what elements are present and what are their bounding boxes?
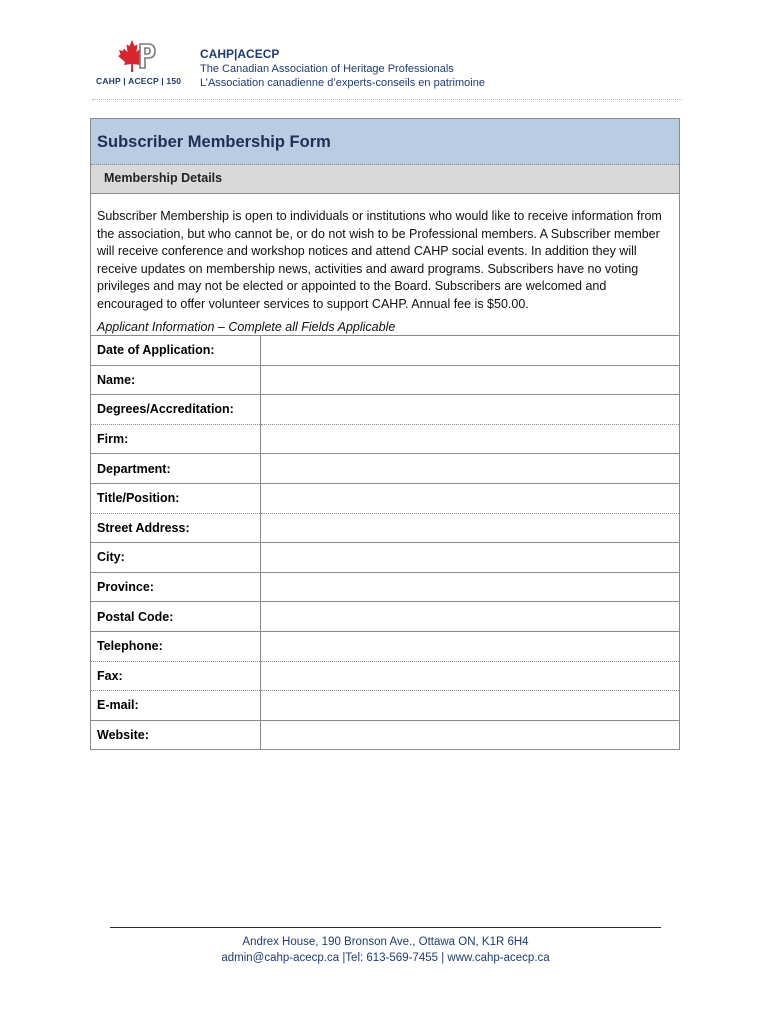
header-divider (92, 99, 682, 100)
cahp-logo (92, 38, 182, 90)
field-row (91, 602, 679, 632)
field-input[interactable] (261, 454, 680, 484)
footer-divider (110, 927, 661, 928)
field-input[interactable] (261, 691, 680, 721)
field-input[interactable] (261, 513, 680, 543)
field-label: Firm: (91, 424, 261, 454)
org-line-en: The Canadian Association of Heritage Professionals (200, 63, 454, 75)
field-label: Province: (91, 572, 261, 602)
field-label: Degrees/Accreditation: (91, 395, 261, 425)
field-label: Department: (91, 454, 261, 484)
logo-text: CAHP | ACECP | 150 (96, 76, 182, 86)
applicant-info-heading: Applicant Information – Complete all Fields Applicable (97, 320, 396, 334)
form-title: Subscriber Membership Form (97, 133, 331, 151)
field-label: E-mail: (91, 691, 261, 721)
field-input[interactable] (261, 572, 680, 602)
field-label: Website: (91, 720, 261, 749)
field-row (91, 631, 679, 661)
field-label: Street Address: (91, 513, 261, 543)
letterhead (92, 38, 682, 100)
section-title: Membership Details (104, 171, 223, 185)
membership-form (90, 118, 680, 750)
section-header (91, 165, 679, 194)
field-row (91, 424, 679, 454)
field-row (91, 720, 679, 749)
field-row (91, 513, 679, 543)
field-row (91, 365, 679, 395)
maple-leaf-icon (118, 38, 160, 74)
org-name: CAHP|ACECP (200, 47, 280, 61)
footer-address: Andrex House, 190 Bronson Ave., Ottawa ON, K1R 6H4 (242, 936, 529, 948)
field-row (91, 395, 679, 425)
field-label: Postal Code: (91, 602, 261, 632)
field-input[interactable] (261, 424, 680, 454)
field-row (91, 454, 679, 484)
field-label: Title/Position: (91, 483, 261, 513)
field-label: Name: (91, 365, 261, 395)
field-input[interactable] (261, 602, 680, 632)
field-input[interactable] (261, 395, 680, 425)
field-row (91, 572, 679, 602)
field-input[interactable] (261, 543, 680, 573)
field-label: City: (91, 543, 261, 573)
membership-description: Subscriber Membership is open to individuals or institutions who would like to receive information from the association, but who cannot be, or do not wish to be Professional members. A Subscriber member will receive conference and workshop notices and attend CAHP social events. In addition they will receive updates on membership news, activities and award programs. Subscribers have no voting privileges and may not be elected or appointed to the Board. Subscribers are welcomed and encouraged to offer volunteer services to support CAHP. Annual fee is $50.00. (97, 209, 662, 311)
org-line-fr: L’Association canadienne d’experts-conseils en patrimoine (200, 77, 485, 89)
footer (110, 934, 661, 966)
footer-contact: admin@cahp-acecp.ca |Tel: 613-569-7455 | www.cahp-acecp.ca (221, 952, 550, 964)
field-input[interactable] (261, 483, 680, 513)
field-label: Date of Application: (91, 336, 261, 366)
field-row (91, 661, 679, 691)
field-input[interactable] (261, 365, 680, 395)
field-input[interactable] (261, 720, 680, 749)
field-row (91, 691, 679, 721)
org-block (200, 46, 485, 90)
field-row (91, 543, 679, 573)
field-row (91, 336, 679, 366)
applicant-fields-table (91, 335, 679, 749)
field-label: Fax: (91, 661, 261, 691)
field-label: Telephone: (91, 631, 261, 661)
field-input[interactable] (261, 336, 680, 366)
field-row (91, 483, 679, 513)
field-input[interactable] (261, 661, 680, 691)
field-input[interactable] (261, 631, 680, 661)
form-title-bar (91, 119, 679, 165)
